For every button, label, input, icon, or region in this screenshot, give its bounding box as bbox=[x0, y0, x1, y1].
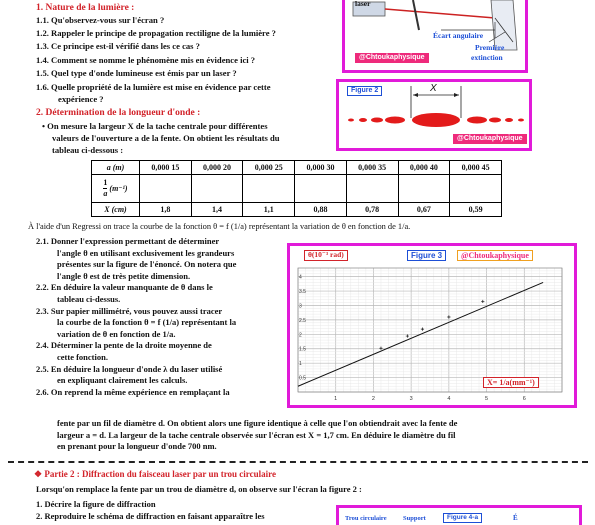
table-cell: 0,000 35 bbox=[346, 161, 398, 175]
question-2-6-continued bbox=[57, 418, 587, 453]
y-tick-label: 3 bbox=[299, 303, 302, 310]
question-1-6: 1.6. Quelle propriété de la lumière est mise en évidence par cette bbox=[36, 82, 271, 92]
x-tick-label: 3 bbox=[409, 396, 413, 402]
question-line: tableau ci-dessus. bbox=[57, 293, 121, 304]
x-tick-label: 1 bbox=[334, 396, 338, 402]
table-cell: 0,000 40 bbox=[398, 161, 450, 175]
question-line: 2.5. En déduire la longueur d'onde λ du laser utilisé bbox=[36, 363, 223, 374]
intro-line-2: valeurs de l'ouverture a de la fente. On obtient les résultats du bbox=[52, 133, 280, 143]
figure-2-watermark: @Chtoukaphysique bbox=[453, 134, 527, 144]
table-cell: 0,78 bbox=[346, 203, 398, 217]
e-label: É bbox=[513, 514, 518, 522]
table-cell bbox=[191, 175, 243, 203]
table-cell bbox=[243, 175, 295, 203]
question-line: 2.6. On reprend la même expérience en remplaçant la bbox=[36, 386, 230, 397]
question-line: l'angle θ en utilisant exclusivement les grandeurs bbox=[57, 247, 235, 258]
data-point bbox=[421, 328, 424, 331]
table-cell: 1,8 bbox=[140, 203, 192, 217]
table-cell: 0,000 15 bbox=[140, 161, 192, 175]
table-cell: 0,000 30 bbox=[295, 161, 347, 175]
question-line: 2.4. Déterminer la pente de la droite moyenne de bbox=[36, 340, 212, 351]
figure-3-watermark: @Chtoukaphysique bbox=[457, 250, 533, 261]
partie-2-intro: Lorsqu'on remplace la fente par un trou de diamètre d, on observe sur l'écran la figure 2 : bbox=[36, 484, 362, 494]
table-cell: 1,1 bbox=[243, 203, 295, 217]
y-tick-label: 2 bbox=[299, 332, 302, 339]
first-extinction-label-1: Première bbox=[475, 43, 505, 52]
angular-gap-label: Écart angulaire bbox=[433, 31, 484, 40]
figure-1-watermark: @Chtoukaphysique bbox=[355, 53, 429, 63]
question-line: variation de θ en fonction de 1/a. bbox=[57, 328, 176, 339]
section-title-1: 1. Nature de la lumière : bbox=[36, 3, 135, 13]
table-cell: 0,67 bbox=[398, 203, 450, 217]
question-1-2: 1.2. Rappeler le principe de propagation rectiligne de la lumière ? bbox=[36, 28, 276, 38]
first-extinction-label-2: extinction bbox=[471, 53, 503, 62]
section-divider bbox=[8, 461, 588, 463]
question-line: la courbe de la fonction θ = f (1/a) représentant la bbox=[57, 317, 237, 328]
figure-3 bbox=[287, 243, 577, 408]
question-1-1: 1.1. Qu'observez-vous sur l'écran ? bbox=[36, 15, 165, 25]
inverse-unit: (m⁻¹) bbox=[109, 183, 128, 193]
x-tick-label: 6 bbox=[522, 396, 526, 402]
table-cell: 0,59 bbox=[450, 203, 502, 217]
table-row bbox=[92, 161, 502, 175]
intro-line-3: tableau ci-dessous : bbox=[52, 145, 124, 155]
question-1-5: 1.5. Quel type d'onde lumineuse est émis par un laser ? bbox=[36, 68, 237, 78]
question-line: cette fonction. bbox=[57, 351, 108, 362]
y-tick-label: 1.5 bbox=[299, 346, 306, 353]
chart-x-ticks bbox=[334, 396, 526, 402]
question-line: 2.1. Donner l'expression permettant de déterminer bbox=[36, 236, 220, 246]
partie-2-title: ❖ Partie 2 : Diffraction du faisceau laser par un trou circulaire bbox=[34, 469, 276, 479]
fraction-numerator: 1 bbox=[103, 178, 108, 187]
table-header-x: X (cm) bbox=[92, 203, 140, 217]
chart-points bbox=[379, 300, 484, 350]
data-point bbox=[447, 315, 450, 318]
y-tick-label: 2.5 bbox=[299, 317, 306, 324]
laser-label: laser bbox=[355, 0, 371, 8]
table-cell: 1,4 bbox=[191, 203, 243, 217]
table-cell: 0,000 20 bbox=[191, 161, 243, 175]
table-cell bbox=[295, 175, 347, 203]
y-tick-label: 0.5 bbox=[299, 375, 306, 382]
partie-2-question-1: 1. Décrire la figure de diffraction bbox=[36, 499, 156, 509]
table-cell: 0,000 25 bbox=[243, 161, 295, 175]
data-point bbox=[379, 347, 382, 350]
intro-line-1: • On mesure la largeur X de la tache centrale pour différentes bbox=[42, 121, 268, 131]
table-row bbox=[92, 175, 502, 203]
hole-label: Trou circulaire bbox=[345, 515, 387, 522]
chart-x-label: X= 1/a(mm⁻¹) bbox=[483, 377, 539, 388]
table-cell bbox=[346, 175, 398, 203]
x-width-label: X bbox=[430, 83, 437, 94]
question-line: largeur a = d. La largeur de la tache centrale observée sur l'écran est X = 1,7 cm. En déduire le diamètre du fil bbox=[57, 429, 456, 440]
chart-y-ticks bbox=[299, 275, 306, 382]
chart-title: Figure 3 bbox=[407, 250, 446, 261]
support-label: Support bbox=[403, 515, 426, 522]
figure-4-label: Figure 4-a bbox=[443, 513, 482, 523]
y-tick-label: 4 bbox=[299, 274, 302, 281]
regressi-sentence: À l'aide d'un Regressi on trace la courbe de la fonction θ = f (1/a) représentant la variation de θ en fonction de 1/a. bbox=[28, 222, 411, 231]
table-header-inverse-a bbox=[92, 175, 140, 203]
table-row bbox=[92, 203, 502, 217]
data-table bbox=[91, 160, 502, 217]
question-1-4: 1.4. Comment se nomme le phénomène mis en évidence ici ? bbox=[36, 55, 256, 65]
x-tick-label: 2 bbox=[371, 396, 375, 402]
table-cell bbox=[140, 175, 192, 203]
question-line: en prenant pour la longueur d'onde 700 nm. bbox=[57, 441, 217, 452]
table-cell: 0,000 45 bbox=[450, 161, 502, 175]
fraction-denominator: a bbox=[103, 189, 108, 198]
table-header-a: a (m) bbox=[92, 161, 140, 175]
question-1-3: 1.3. Ce principe est-il vérifié dans les ce cas ? bbox=[36, 41, 200, 51]
y-tick-label: 1 bbox=[299, 361, 302, 368]
question-line: fente par un fil de diamètre d. On obtient alors une figure identique à celle que l'on obtiendrait avec la fente de bbox=[57, 418, 458, 428]
chart-y-label: θ(10⁻³ rad) bbox=[304, 250, 348, 261]
figure-4 bbox=[336, 505, 582, 525]
figure-2 bbox=[336, 79, 532, 151]
question-line: présentes sur la figure de l'énoncé. On notera que bbox=[57, 259, 237, 270]
question-1-6-cont: expérience ? bbox=[58, 94, 104, 104]
partie-2-question-2: 2. Reproduire le schéma de diffraction en faisant apparaître les bbox=[36, 511, 265, 521]
question-line: en expliquant clairement les calculs. bbox=[57, 375, 188, 386]
question-line: 2.2. En déduire la valeur manquante de θ dans le bbox=[36, 282, 213, 293]
x-tick-label: 5 bbox=[485, 396, 489, 402]
question-line: 2.3. Sur papier millimétré, vous pouvez aussi tracer bbox=[36, 305, 223, 316]
figure-2-label: Figure 2 bbox=[347, 86, 382, 96]
table-cell bbox=[398, 175, 450, 203]
figure-1 bbox=[342, 0, 528, 73]
table-cell bbox=[450, 175, 502, 203]
table-cell: 0,88 bbox=[295, 203, 347, 217]
section-title-2: 2. Détermination de la longueur d'onde : bbox=[36, 108, 201, 118]
question-line: l'angle θ est de très petite dimension. bbox=[57, 270, 191, 281]
questions-2-list bbox=[36, 236, 286, 398]
y-tick-label: 3.5 bbox=[299, 289, 306, 296]
x-tick-label: 4 bbox=[447, 396, 451, 402]
